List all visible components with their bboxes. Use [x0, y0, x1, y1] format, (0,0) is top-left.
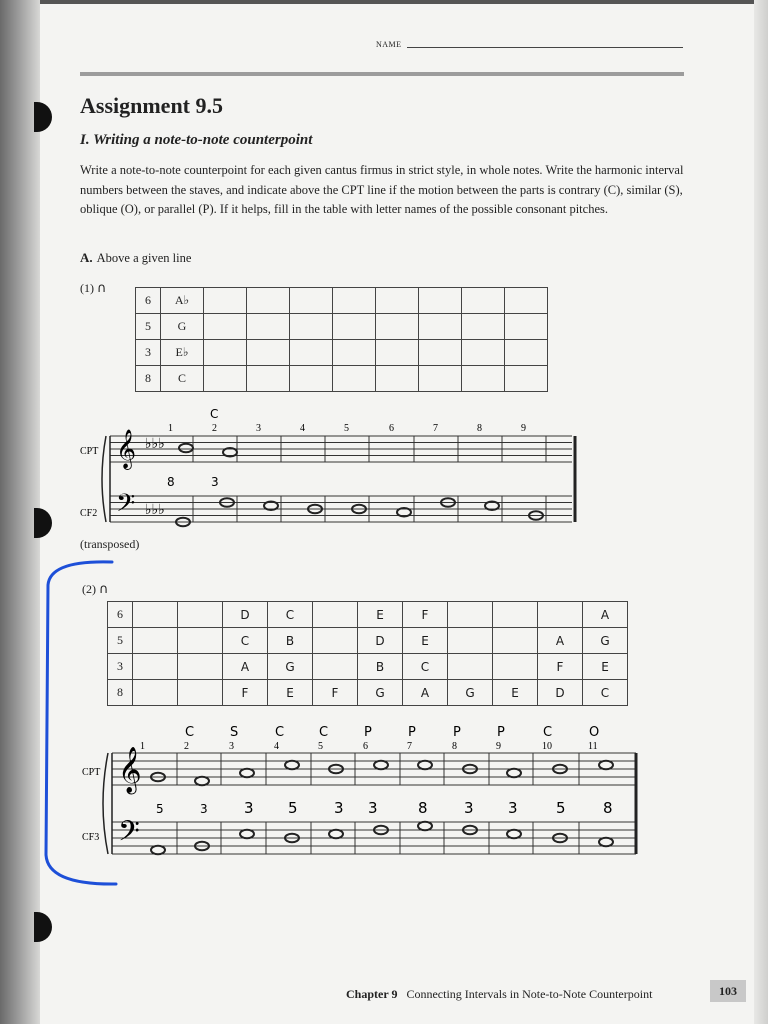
motion-label: C	[210, 407, 219, 421]
pitch-cell[interactable]: E	[358, 602, 403, 628]
whole-note	[285, 761, 299, 769]
pitch-cell[interactable]: C	[403, 654, 448, 680]
bass-clef-icon: 𝄢	[118, 815, 140, 855]
treble-clef-icon: 𝄞	[118, 747, 142, 793]
page-number: 103	[710, 980, 746, 1002]
pitch-cell[interactable]: G	[268, 654, 313, 680]
measure-number: 8	[452, 741, 457, 752]
pitch-cell[interactable]: E	[583, 654, 628, 680]
interval-number: 3	[368, 799, 378, 817]
interval-number-cell: 8	[136, 366, 161, 392]
staff-label-cf: CF3	[82, 832, 100, 843]
interval-number: 3	[211, 475, 219, 489]
interval-number: 8	[603, 799, 613, 817]
pitch-cell[interactable]: C	[223, 628, 268, 654]
instructions-text: Write a note-to-note counterpoint for each given cantus firmus in strict style, in whole notes. Write the harmonic interval numbers between the staves, and indicate above the CPT line if the motion between the parts is contrary (C), similar (S), oblique (O), or parallel (P). If it helps, fill in the table with letter names of the possible consonant pitches.	[80, 163, 684, 216]
motion-label: P	[453, 725, 461, 740]
measure-number: 4	[274, 741, 279, 752]
pitch-cell[interactable]: F	[403, 602, 448, 628]
pitch-cell[interactable]: D	[223, 602, 268, 628]
measure-number: 4	[300, 423, 305, 434]
motion-label: P	[408, 725, 416, 740]
pitch-cell[interactable]: D	[538, 680, 583, 706]
section-subtitle: I. Writing a note-to-note counterpoint	[80, 132, 313, 148]
measure-number: 7	[407, 741, 412, 752]
measure-number: 10	[542, 741, 552, 752]
pitch-cell[interactable]: B	[358, 654, 403, 680]
measure-number: 3	[229, 741, 234, 752]
page-title: Assignment 9.5	[80, 93, 224, 118]
motion-label: C	[275, 725, 285, 740]
interval-number-cell: 5	[136, 314, 161, 340]
staff-label-cpt: CPT	[80, 446, 99, 457]
exercise-2-number: (2)	[82, 582, 96, 596]
measure-number: 5	[318, 741, 323, 752]
measure-number: 11	[588, 741, 598, 752]
interval-number-cell: 8	[108, 680, 133, 706]
interval-number: 5	[156, 802, 164, 816]
interval-number-cell: 6	[108, 602, 133, 628]
whole-note	[151, 846, 165, 854]
whole-note	[179, 444, 193, 452]
measure-number: 8	[477, 423, 482, 434]
pitch-cell[interactable]: A	[223, 654, 268, 680]
headphones-icon: ∩	[97, 281, 107, 296]
motion-label: P	[497, 725, 505, 740]
system-brace	[103, 753, 108, 854]
section-a-label: Above a given line	[96, 251, 192, 265]
pitch-cell[interactable]: G	[161, 314, 204, 340]
treble-clef-icon: 𝄞	[116, 429, 137, 469]
interval-number: 5	[288, 799, 298, 817]
transposed-note: (transposed)	[80, 537, 140, 551]
whole-note	[195, 777, 209, 785]
measure-number: 1	[168, 423, 173, 434]
pitch-cell[interactable]: A	[538, 628, 583, 654]
whole-note	[418, 822, 432, 830]
motion-label: C	[543, 725, 553, 740]
whole-note	[374, 761, 388, 769]
motion-label: P	[364, 725, 372, 740]
interval-number: 3	[508, 799, 518, 817]
measure-number: 6	[389, 423, 394, 434]
measure-number: 1	[140, 741, 145, 752]
pitch-cell[interactable]: E	[268, 680, 313, 706]
measure-number: 3	[256, 423, 261, 434]
section-a-letter: A.	[80, 250, 93, 265]
pitch-cell[interactable]: G	[583, 628, 628, 654]
motion-label: C	[319, 725, 329, 740]
page-footer	[346, 987, 652, 1002]
footer-chapter-title: Connecting Intervals in Note-to-Note Counterpoint	[406, 987, 653, 1001]
motion-label: C	[185, 725, 195, 740]
motion-label: S	[230, 725, 239, 740]
interval-number: 8	[167, 475, 175, 489]
whole-note	[240, 830, 254, 838]
interval-number: 8	[418, 799, 428, 817]
interval-number-cell: 3	[108, 654, 133, 680]
pitch-cell[interactable]: G	[448, 680, 493, 706]
whole-note	[599, 761, 613, 769]
pitch-cell[interactable]: C	[583, 680, 628, 706]
whole-note	[599, 838, 613, 846]
interval-number: 3	[200, 802, 208, 816]
staff-label-cpt: CPT	[82, 767, 101, 778]
pitch-cell[interactable]: G	[358, 680, 403, 706]
measure-number: 9	[521, 423, 526, 434]
interval-number: 3	[244, 799, 254, 817]
name-label: NAME	[376, 40, 402, 49]
pitch-cell[interactable]: E♭	[161, 340, 204, 366]
interval-number-cell: 6	[136, 288, 161, 314]
staff-label-cf: CF2	[80, 508, 98, 519]
exercise-1-number: (1)	[80, 281, 94, 295]
pitch-cell[interactable]: F	[538, 654, 583, 680]
pitch-cell[interactable]: C	[161, 366, 204, 392]
pitch-cell[interactable]: D	[358, 628, 403, 654]
key-signature-flats-icon: ♭♭♭	[145, 502, 165, 518]
interval-number-cell: 5	[108, 628, 133, 654]
system-brace	[102, 436, 106, 522]
whole-note	[507, 830, 521, 838]
pitch-cell[interactable]: E	[493, 680, 538, 706]
whole-note	[507, 769, 521, 777]
measure-number: 5	[344, 423, 349, 434]
measure-number: 7	[433, 423, 438, 434]
pitch-cell[interactable]: F	[223, 680, 268, 706]
interval-number: 3	[464, 799, 474, 817]
interval-number-cell: 3	[136, 340, 161, 366]
whole-note	[329, 830, 343, 838]
pitch-cell[interactable]: E	[403, 628, 448, 654]
bass-clef-icon: 𝄢	[116, 489, 136, 524]
pitch-cell[interactable]: A	[403, 680, 448, 706]
whole-note	[240, 769, 254, 777]
interval-number: 3	[334, 799, 344, 817]
pitch-cell[interactable]: A	[583, 602, 628, 628]
whole-note	[418, 761, 432, 769]
interval-number: 5	[556, 799, 566, 817]
measure-number: 9	[496, 741, 501, 752]
motion-label: O	[589, 725, 600, 740]
measure-number: 2	[184, 741, 189, 752]
pitch-cell[interactable]: A♭	[161, 288, 204, 314]
footer-chapter: Chapter 9	[346, 987, 398, 1001]
headphones-icon: ∩	[99, 582, 109, 597]
measure-number: 2	[212, 423, 217, 434]
pitch-cell[interactable]: B	[268, 628, 313, 654]
measure-number: 6	[363, 741, 368, 752]
pitch-cell[interactable]: C	[268, 602, 313, 628]
key-signature-flats-icon: ♭♭♭	[145, 436, 165, 452]
pitch-cell[interactable]: F	[313, 680, 358, 706]
